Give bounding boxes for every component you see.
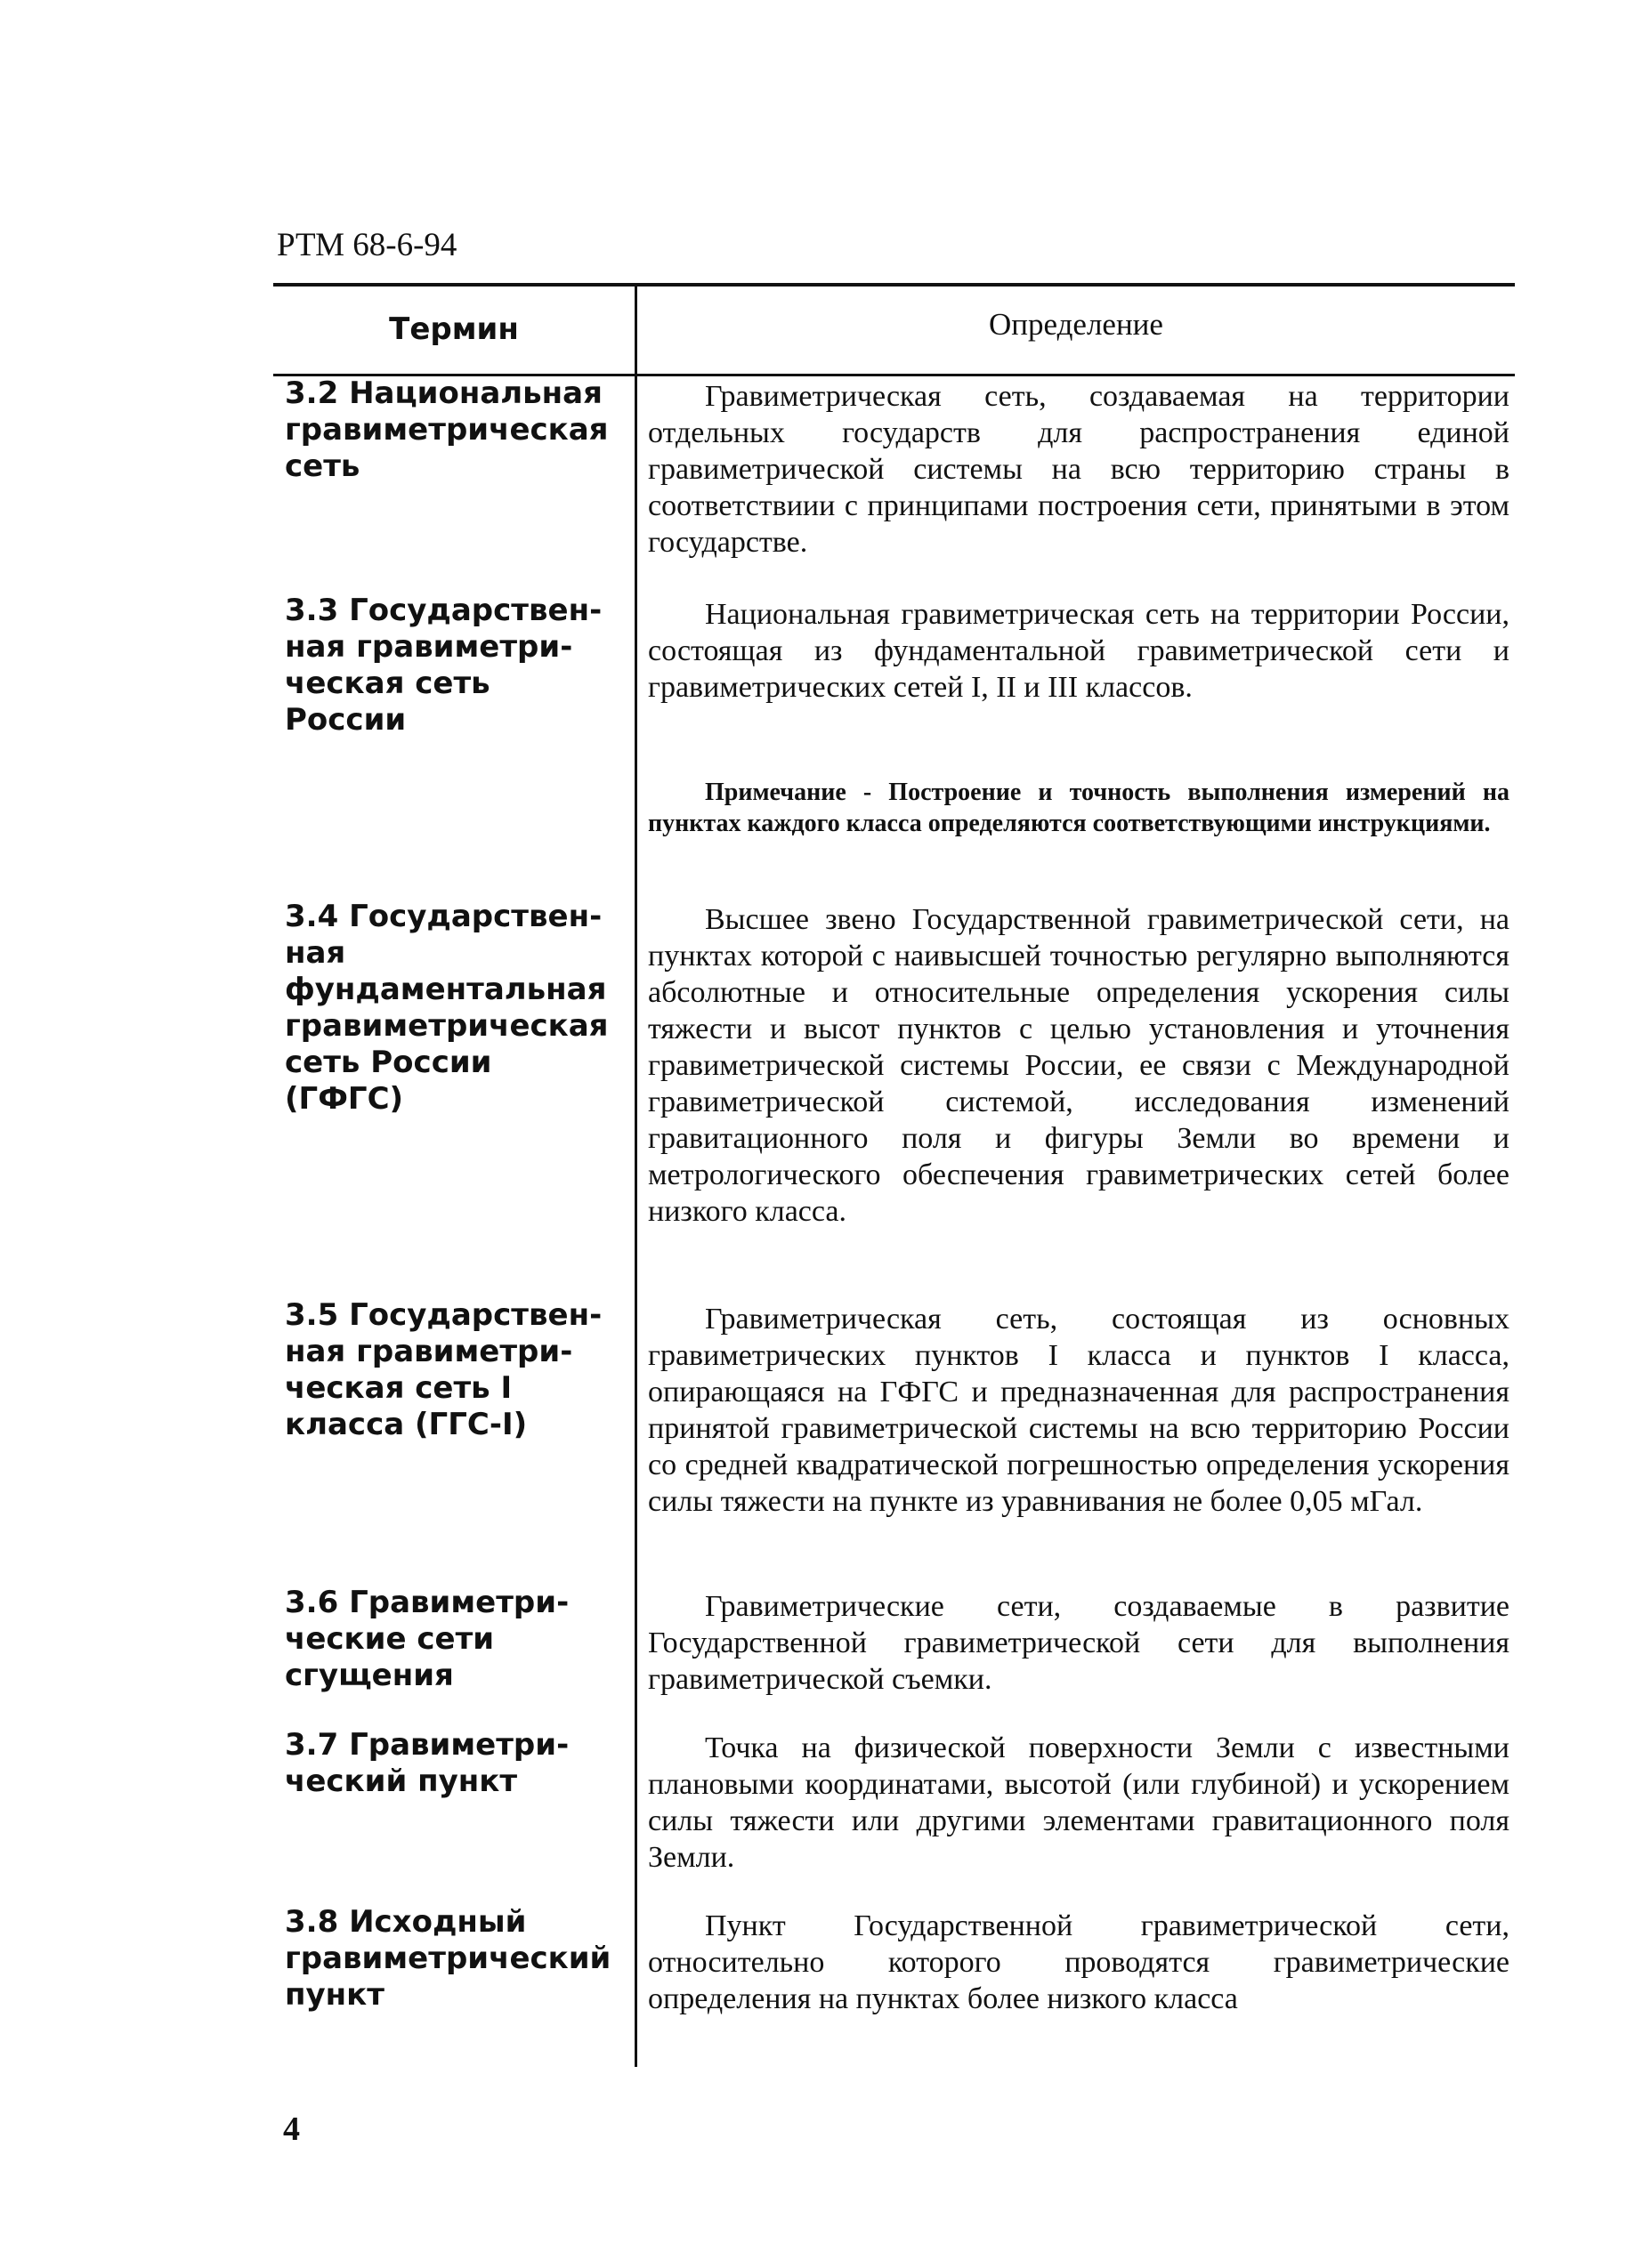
table-top-rule <box>273 283 1515 287</box>
term-3-4: 3.4 Государствен- ная фундаментальная гравиметрическая сеть России (ГФГС) <box>285 899 609 1117</box>
definition-3-4: Высшее звено Государственной гравиметрической сети, на пунктах которой с наивысшей точностью регулярно выполняются абсолютные и относительные определения ускорения силы тяжести и высот пунктов с целью установления и уточнения гравиметрической системы России, ее связи с Международной гравиметрической системой, исследования изменений гравитационного поля и фигуры Земли во времени и метрологического обеспечения гравиметрических сетей более низкого класса. <box>648 903 1509 1228</box>
term-3-2: 3.2 Национальная гравиметрическая сеть <box>285 375 609 484</box>
document-code: РТМ 68-6-94 <box>277 227 457 263</box>
term-3-8: 3.8 Исходный гравиметрический пункт <box>285 1904 611 2013</box>
column-header-definition: Определение <box>989 307 1163 342</box>
definition-3-2: Гравиметрическая сеть, создаваемая на территории отдельных государств для распространения единой гравиметрической системы на всю территорию страны в соответствиии с принципами построения сети, принятыми в этом государстве. <box>648 380 1509 559</box>
note-3-3: Примечание - Построение и точность выполнения измерений на пунктах каждого класса определяются соответствующими инструкциями. <box>648 779 1509 837</box>
term-3-6: 3.6 Гравиметри- ческие сети сгущения <box>285 1585 570 1693</box>
term-3-5: 3.5 Государствен- ная гравиметри- ческая сеть I класса (ГГС-I) <box>285 1297 603 1442</box>
page-number: 4 <box>283 2111 300 2148</box>
term-3-3: 3.3 Государствен- ная гравиметри- ческая сеть России <box>285 593 603 738</box>
definition-3-3: Национальная гравиметрическая сеть на территории России, состоящая из фундаментальной гравиметрической сети и гравиметрических сетей I, II и III классов. <box>648 598 1509 704</box>
column-header-term: Термин <box>389 311 519 347</box>
table-column-divider <box>635 283 637 2067</box>
definition-3-8: Пункт Государственной гравиметрической сети, относительно которого проводятся гравиметрические определения на пунктах более низкого класса <box>648 1909 1509 2015</box>
definition-3-7: Точка на физической поверхности Земли с известными плановыми координатами, высотой (или глубиной) и ускорением силы тяжести или другими элементами гравитационного поля Земли. <box>648 1731 1509 1874</box>
definition-3-6: Гравиметрические сети, создаваемые в развитие Государственной гравиметрической сети для выполнения гравиметрической съемки. <box>648 1590 1509 1696</box>
definition-3-5: Гравиметрическая сеть, состоящая из основных гравиметрических пунктов I класса и пунктов I класса, опирающаяся на ГФГС и предназначенная для распространения принятой гравиметрической системы на всю территорию России со средней квадратической погрешностью определения ускорения силы тяжести на пункте из уравнивания не более 0,05 мГал. <box>648 1303 1509 1518</box>
term-3-7: 3.7 Гравиметри- ческий пункт <box>285 1727 570 1799</box>
